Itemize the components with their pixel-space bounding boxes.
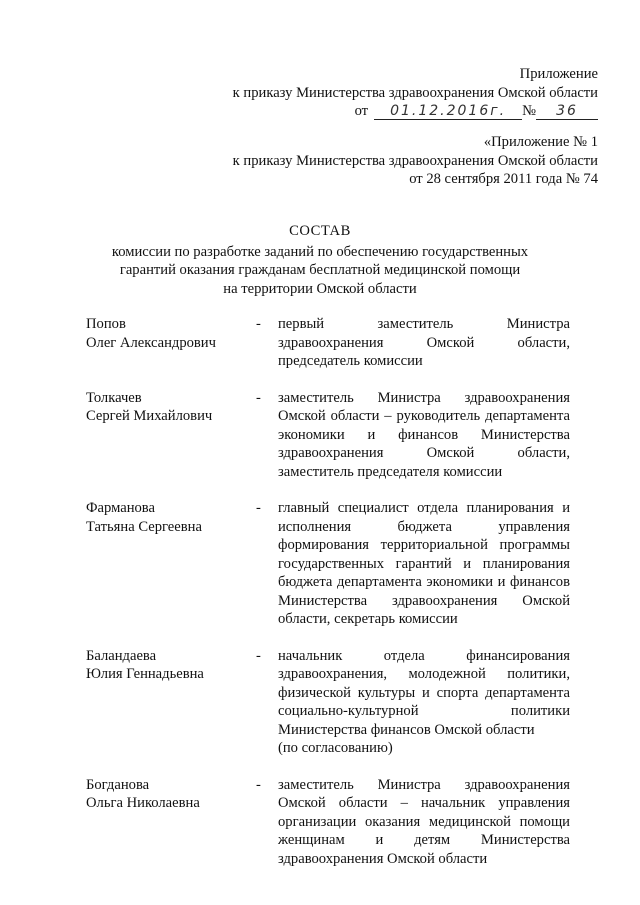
member-dash: - — [256, 776, 261, 793]
member-role — [278, 776, 570, 869]
member-row — [86, 776, 570, 869]
member-given-name: Татьяна Сергеевна — [86, 518, 202, 535]
member-surname: Толкачев — [86, 389, 142, 406]
member-name — [86, 315, 256, 371]
title-line-2: гарантий оказания гражданам бесплатной медицинской помощи — [119, 262, 521, 278]
appendix-original-date: от 28 сентября 2011 года № 74 — [409, 171, 598, 187]
member-surname: Баландаева — [86, 647, 157, 664]
member-given-name: Ольга Николаевна — [86, 795, 200, 811]
number-prefix: № — [522, 103, 536, 119]
member-dash: - — [256, 647, 261, 664]
member-name — [86, 389, 256, 482]
member-role-text: первый заместитель Министра здравоохранения Омской области, председатель комиссии — [278, 316, 570, 369]
member-role — [278, 389, 570, 482]
member-role-text: главный специалист отдела планирования и исполнения бюджета управления формирования территориальной программы государственных гарантий и планирования бюджета департамента экономики и финансов Министерства здравоохранения Омской области, секретарь комиссии — [278, 500, 570, 627]
member-role — [278, 499, 570, 629]
handwritten-date: 01.12.2016г. — [374, 103, 522, 120]
member-surname: Фарманова — [86, 500, 155, 516]
title-line-1: комиссии по разработке заданий по обеспечению государственных — [111, 243, 529, 260]
date-prefix: от — [354, 103, 369, 119]
member-surname: Попов — [86, 316, 126, 332]
appendix-current-header — [233, 65, 598, 121]
document-title — [60, 222, 580, 298]
member-role-note: (по согласованию) — [278, 740, 393, 756]
member-given-name: Юлия Геннадьевна — [86, 666, 204, 682]
member-role-text: заместитель Министра здравоохранения Омской области – руководитель департамента экономики и финансов Министерства здравоохранения Омской области, заместитель председателя комиссии — [278, 389, 570, 480]
member-given-name: Сергей Михайлович — [86, 408, 213, 424]
member-dash: - — [256, 389, 261, 406]
member-dash: - — [256, 316, 261, 332]
member-row — [86, 647, 570, 758]
member-given-name: Олег Александрович — [86, 334, 216, 351]
appendix-label: Приложение — [519, 66, 598, 82]
title-line-3: на территории Омской области — [223, 280, 417, 297]
title-heading: СОСТАВ — [289, 223, 351, 239]
member-row — [86, 389, 570, 482]
member-name — [86, 776, 256, 869]
member-surname: Богданова — [86, 776, 150, 793]
member-role-text: начальник отдела финансирования здравоохранения, молодежной политики, физической культуры и спорта департамента социально-культурной политики Министерства финансов Омской области — [278, 647, 570, 738]
member-name — [86, 647, 256, 758]
appendix-original-label: «Приложение № 1 — [483, 134, 598, 150]
member-row — [86, 315, 570, 371]
member-role — [278, 647, 570, 758]
appendix-order-date-line — [233, 102, 598, 121]
member-name — [86, 499, 256, 629]
appendix-original-header — [233, 133, 598, 189]
commission-members-list — [86, 315, 570, 886]
member-row — [86, 499, 570, 629]
member-dash: - — [256, 500, 261, 516]
handwritten-number: 36 — [536, 103, 598, 120]
appendix-order-reference: к приказу Министерства здравоохранения Омской области — [232, 84, 598, 101]
member-role-text: заместитель Министра здравоохранения Омской области – начальник управления организации оказания медицинской помощи женщинам и детям Министерства здравоохранения Омской области — [278, 776, 570, 867]
member-role — [278, 315, 570, 371]
appendix-original-order: к приказу Министерства здравоохранения Омской области — [232, 152, 598, 169]
